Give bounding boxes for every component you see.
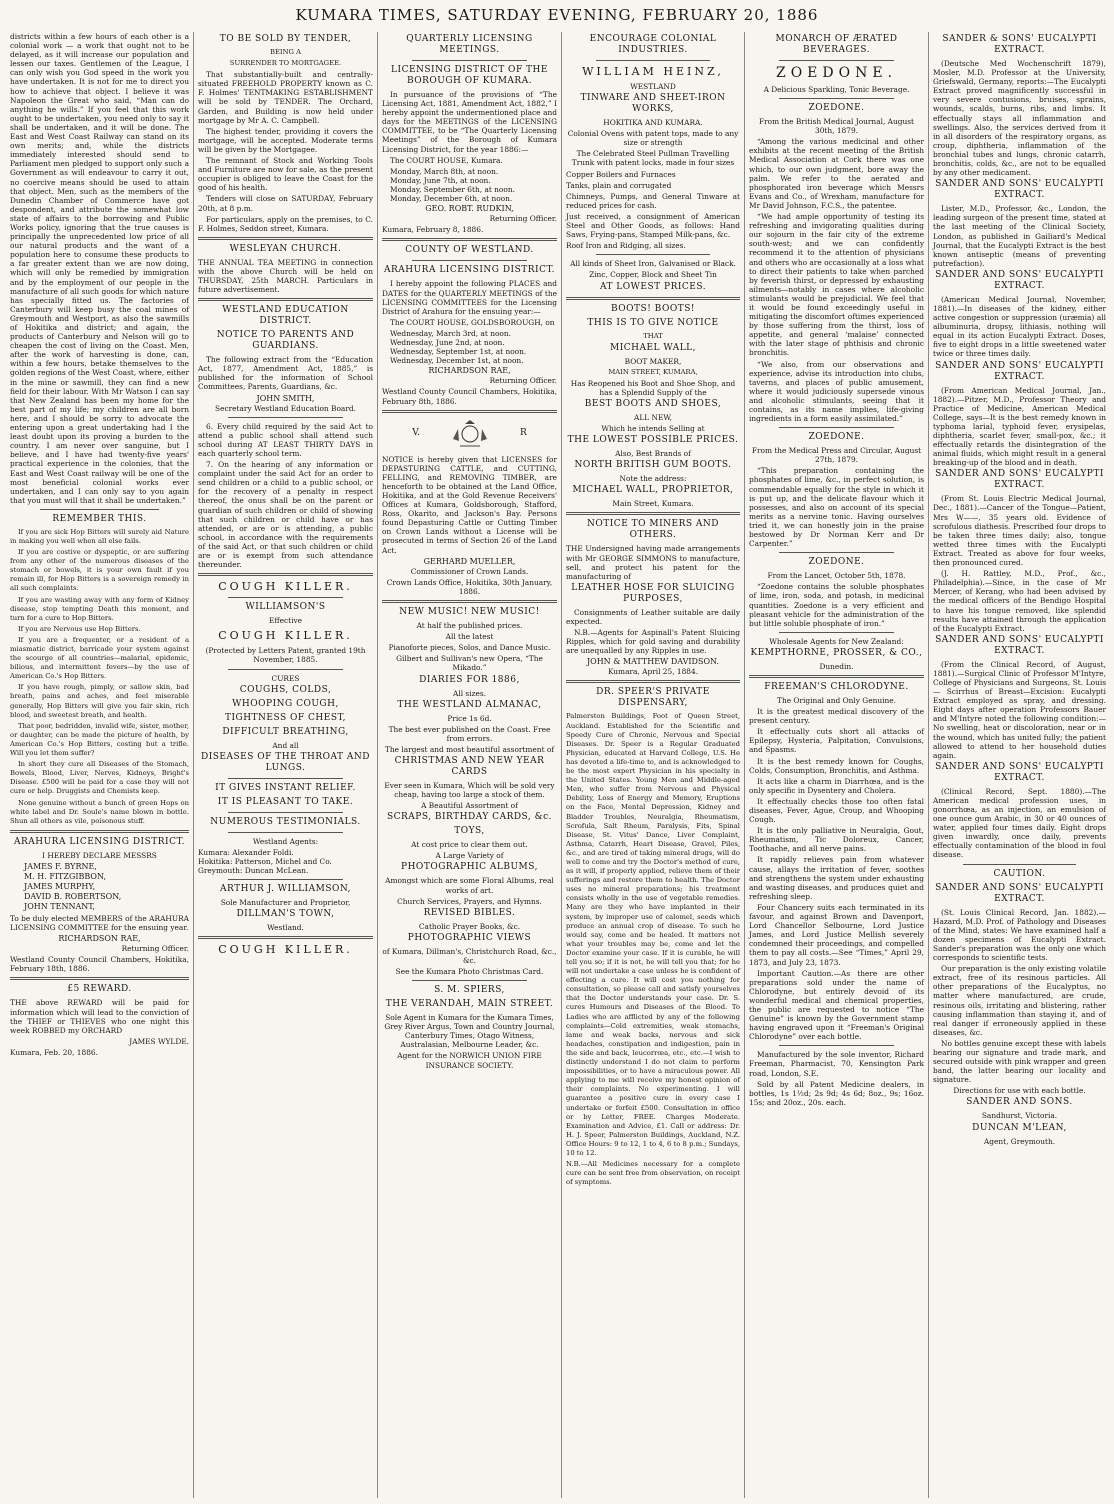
divider	[412, 60, 527, 61]
diseases-heading: DISEASES OF THE THROAT AND LUNGS.	[200, 751, 370, 773]
boots-addr: Note the address:	[619, 474, 687, 484]
zoedone-text: “This preparation containing the phosphates of lime, &c., in perfect solution, is commendable equally for the style in which it is put up, and the delicate flavour which it possesses, and also on account of its special merits as a nervine tonic. Having ourselves tried it, we can honestly join in the praise bestowed by Dr Norman Kerr and Dr Carpenter.”	[749, 466, 924, 549]
effective-label: Effective	[268, 616, 303, 626]
maker-region: Westland.	[267, 923, 304, 933]
divider	[566, 680, 740, 683]
columns	[6, 32, 1110, 1502]
quarterly-heading: QUARTERLY LICENSING MEETINGS.	[406, 34, 533, 55]
divider	[596, 254, 710, 255]
cough-killer-heading: COUGH KILLER.	[218, 943, 353, 957]
zoedone-section-heading: ZOEDONE.	[808, 432, 865, 443]
tender-para: That substantially-built and centrally-situated FREEHOLD PROPERTY known as C. F. Holmes' TENTMAKING ESTABLISHMENT will be sold by TENDER. The Orchard, Garden, and Building is now held under mortgage by Mr A. C. Campbell.	[198, 70, 373, 125]
education-role: Secretary Westland Education Board.	[215, 403, 356, 413]
heinz-item: Tanks, plain and corrugated	[566, 180, 672, 190]
boots-best: BEST BOOTS AND SHOES,	[584, 398, 722, 409]
reward-date: Kumara, Feb. 20, 1886.	[10, 1047, 98, 1057]
remember-para: None genuine without a bunch of green Hops on white label and Dr. Soule's name blown in bottle. Shun all others as vile, poisonous stuff.	[10, 798, 189, 825]
divider	[228, 597, 343, 598]
arahura2-heading: ARAHURA LICENSING DISTRICT.	[383, 265, 556, 276]
kumara-date-item: Monday, September 6th, at noon.	[390, 184, 515, 194]
divider	[198, 298, 373, 301]
mclean-name: DUNCAN M'LEAN,	[972, 1122, 1067, 1133]
education-para: 7. On the hearing of any information or complaint under the said Act for an order to send children or a child to a public school, or for the recovery of a penalty in respect thereof, the onus shall be on the parent or guardian of such children or child of showing that such children or child have or has attended, or are or is attending, a public school, in accordance with the requirements of the said Act, or that such children or child are or is exempt from such attendance thereunder.	[198, 460, 373, 570]
kumara-text: In pursuance of the provisions of “The Licensing Act, 1881, Amendment Act, 1882,” I hereby appoint the undermentioned place and days for the MEETINGS of the LICENSING COMMITTEE, to be “The Quarterly Licensing Meetings” of the Borough of Kumara Licensing District, for the year 1886:—	[382, 90, 557, 154]
sander-section-heading: SANDER AND SONS' EUCALYPTI EXTRACT.	[935, 761, 1104, 783]
cough-killer-heading: COUGH KILLER.	[218, 629, 353, 643]
divider	[749, 675, 924, 678]
freeman-heading: FREEMAN'S CHLORODYNE.	[764, 681, 909, 692]
zoedone-section-heading: ZOEDONE.	[808, 103, 865, 114]
divider	[40, 509, 159, 510]
editorial-text: districts within a few hours of each other is a colonial work — a work that ought not to be delayed, as it will increase our population and lessen our taxes. Gentlemen of the League, I can only wish you God speed in the work you have undertaken. It is not for me to direct you how to achieve that object. I believe it was Napoleon the Great who said, “Man can do anything he wills.” If you feel that this work ought to be undertaken, you need only to say it shall be undertaken, and it will be done. The East and West Coast Railway can stand on its own merits; and, while the districts immediately interested should send to Parliament men pledged to support only such a Government as will endeavour to carry it out, no coercive means should be used to attain that object. Men, such as the members of the Dunedin Chamber of Commerce have got despondent, and attribute the somewhat low state of affairs to the borrowing and Public Works policy, ignoring that the true causes is principally the unprecedented low price of all our natural products and the want of a population here to consume these products to a far greater extent than we are now doing, which will only be remedied by immigration and by the employment of our people in the manufacture of all such goods for which nature has specially fitted us. The factories of Canterbury will keep busy the coal mines of Greymouth and Westport, as also the sawmills of Hokitika and district; and again, the products of Canterbury and Nelson will go to cheapen the cost of living on the Coast. Men, after the work of harvesting is done, can, within a few hours, betake themselves to the golden regions of the West Coast, where, either in the mine or sawmill, they can find a new field for their labour. With Mr Watson I can say that New Zealand has been my home for the best part of my life; my children are all born here, and I should be sorry to advocate the entering upon a great undertaking had I the least doubt upon its proving a burden to the country. I am never over sanguine, but I believe, and I have had twenty-five years' practical experience in the colonies, that the East and West Coast railway will be one of the most beneficial colonial works ever undertaken, and I can only say to you again that you must will that it shall be undertaken.”	[10, 32, 189, 505]
tender-para: For particulars, apply on the premises, to C. F. Holmes, Seddon street, Kumara.	[198, 214, 373, 233]
divider	[228, 879, 343, 880]
sander-text: (St. Louis Clinical Record, Jan. 1882).—Hazard, M.D. Prof. of Pathology and Diseases of the Mind, states: We have examined half a dozen specimens of Eucalypti Extract. Sander's preparation was the only one which corresponds to scientific tests.	[933, 907, 1106, 963]
heinz-sub: WESTLAND	[630, 82, 676, 91]
cards-heading: CHRISTMAS AND NEW YEAR CARDS	[394, 755, 545, 777]
arahura2-role: Returning Officer.	[489, 376, 557, 386]
column-6	[928, 32, 1110, 1498]
sander-text: (Deutsche Med Wochenschrift 1879), Mosler, M.D. Professor at the University, Griefswald, Germany, reports:—The Eucalypti Extract proved magnificently successful in very severe contusions, bruises, sprains, wounds, scalds, burns, ribs, and limbs. It effectually stays all inflammation and swellings. Also, the services derived from it in all disorders of the respiratory organs, as croup, diphtheria, inflammation of the bronchial tubes and lungs, chronic catarrh, bronchitis, colds, &c., are not to be equalled by any other medicament.	[933, 59, 1106, 178]
heinz-item: Roof Iron and Ridging, all sizes.	[566, 241, 686, 251]
divider	[228, 832, 343, 833]
boots-trade: BOOT MAKER,	[624, 356, 682, 366]
arahura2-date-item: Wednesday, September 1st, at noon.	[390, 347, 527, 357]
cure-item: COUGHS, COLDS,	[239, 684, 332, 695]
sander-heading: SANDER & SONS' EUCALYPTI EXTRACT.	[942, 34, 1097, 55]
spiers-text: Sole Agent in Kumara for the Kumara Times, Grey River Argus, Town and Country Journal, Canterbury Times, Otago Witness, Australasian, Melbourne Leader, &c.	[384, 1013, 555, 1050]
arahura-role: Returning Officer.	[121, 944, 189, 954]
freeman-para: Important Caution.—As there are other preparations sold under the name of Chlorodyne, but entirely devoid of its wonderful medical and chemical properties, the public are requested to notice “The Genuine” is known by the Government stamp having engraved upon it “Freeman's Original Chlorodyne” over each bottle.	[749, 968, 924, 1042]
remember-para: That poor, bedridden, invalid wife, sister, mother, or daughter, can be made the picture of health, by American Co.'s Hop Bitters, costing but a trifle. Will you let them suffer?	[10, 721, 189, 758]
sander-text: No bottles genuine except these with labels bearing our signature and trade mark, and secured outside with pink wrapper and green band, the latter bearing our locality and signature.	[933, 1038, 1106, 1085]
member-name: JAMES MURPHY,	[24, 881, 96, 891]
mclean-role: Agent, Greymouth.	[983, 1136, 1056, 1146]
arahura-place: Westland County Council Chambers, Hokitika, February 18th, 1886.	[10, 955, 189, 974]
divider	[198, 573, 373, 576]
music-line: Pianoforte pieces, Solos, and Dance Music.	[388, 643, 551, 653]
arahura-names	[10, 862, 189, 912]
cure-item: WHOOPING COUGH,	[232, 698, 339, 709]
williamson-heading: WILLIAMSON'S	[245, 602, 326, 613]
dunedin-label: Dunedin.	[819, 661, 854, 671]
sander-section-heading: SANDER AND SONS' EUCALYPTI EXTRACT.	[935, 269, 1104, 291]
divider	[10, 830, 189, 833]
reward-text: THE above REWARD will be paid for information which will lead to the conviction of the THIEF or THIEVES who one night this week ROBBED my ORCHARD	[10, 998, 189, 1035]
boots-brands: Also, Best Brands of	[615, 449, 691, 459]
almanac-heading: THE WESTLAND ALMANAC,	[397, 699, 542, 710]
freeman-para: It rapidly relieves pain from whatever cause, allays the irritation of fever, soothes and strengthens the system under exhausting and wasting diseases, and produces quiet and refreshing sleep.	[749, 855, 924, 901]
cure-item: TIGHTNESS OF CHEST,	[224, 712, 347, 723]
column-4	[561, 32, 744, 1498]
sander-section-heading: SANDER AND SONS' EUCALYPTI EXTRACT.	[935, 179, 1104, 201]
zoedone-sub: A Delicious Sparkling, Tonic Beverage.	[763, 85, 910, 94]
notice-place: Crown Lands Office, Hokitika, 30th January, 1886.	[386, 577, 553, 596]
education-signature: JOHN SMITH,	[256, 393, 315, 403]
cure-item: DIFFICULT BREATHING,	[222, 726, 349, 737]
arahura2-place: The COURT HOUSE, GOLDSBOROUGH, on	[390, 317, 555, 327]
almanac-text: The best ever published on the Coast. Free from errors.	[388, 724, 551, 743]
boots-text3: Which he intends Selling at	[601, 424, 705, 434]
heinz-item: Copper Boilers and Furnaces	[566, 169, 676, 179]
heinz-item: All kinds of Sheet Iron, Galvanised or Black.	[570, 259, 736, 269]
maker-role: Sole Manufacturer and Proprietor,	[220, 898, 351, 908]
freeman-para: Four Chancery suits each terminated in its favour, and against Brown and Davenport, Lord Chancellor Selbourne, Lord Justice James, and Lord Justice Mellish severely condemned their proceedings, and compelled them to pay all costs.—See “Times,” April 29, 1873, and July 23, 1873.	[749, 902, 924, 967]
divider	[596, 60, 710, 61]
zoedone-heading: ZOEDONE.	[775, 65, 898, 81]
column-3	[377, 32, 561, 1498]
tender-para: Tenders will close on SATURDAY, February 20th, at 8 p.m.	[198, 194, 373, 213]
boots-prop: MICHAEL WALL, PROPRIETOR,	[572, 485, 734, 496]
column-2	[193, 32, 377, 1498]
caution-heading: CAUTION.	[993, 868, 1046, 879]
divider	[412, 980, 527, 981]
divider	[963, 864, 1076, 865]
education-heading: WESTLAND EDUCATION DISTRICT.	[222, 305, 349, 327]
boots-prices: THE LOWEST POSSIBLE PRICES.	[567, 435, 739, 446]
arahura2-signature: RICHARDSON RAE,	[428, 366, 511, 376]
boots-name: MICHAEL WALL,	[609, 342, 697, 353]
albums-text: A Large Variety of	[435, 851, 504, 861]
views-heading: PHOTOGRAPHIC VIEWS	[407, 932, 532, 943]
divider	[10, 977, 189, 980]
divider	[382, 238, 557, 241]
sander-section-heading: SANDER AND SONS' EUCALYPTI EXTRACT.	[935, 634, 1104, 656]
kumara-role: Returning Officer.	[489, 214, 557, 224]
royal-crest	[382, 417, 557, 451]
agents-heading: Westland Agents:	[252, 836, 319, 846]
arahura-signature: RICHARDSON RAE,	[58, 934, 141, 944]
sander-text: Lister, M.D., Professor, &c., London, the leading surgeon of the present time, stated at the last meeting of the Clinical Society, London, as published in Gailiard's Medical Journal, that the Eucalypti Extract is the best known antiseptic (means of preventing putrefaction).	[933, 204, 1106, 268]
cards-text2: Ever seen in Kumara, Which will be sold very cheap, having too large a stock of them.	[384, 780, 555, 800]
boots-text: Has Reopened his Boot and Shoe Shop, and has a Splendid Supply of the	[570, 378, 736, 397]
reward-signature: JAMES WYLDE.	[129, 1036, 189, 1046]
church-text: Church Services, Prayers, and Hymns.	[397, 896, 542, 906]
tender-para: The remnant of Stock and Working Tools and Furniture are now for sale, as the present occupier is obliged to leave the Coast for the good of his health.	[198, 156, 373, 193]
music-sub: At half the published prices.	[416, 621, 523, 631]
divider	[566, 512, 740, 515]
all-sizes-label: All sizes.	[453, 688, 486, 698]
freeman-para: It is the best remedy known for Coughs, Colds, Consumption, Bronchitis, and Asthma.	[749, 756, 924, 775]
remember-para: In short they cure all Diseases of the Stomach, Bowels, Blood, Liver, Nerves, Kidneys, Bright's Disease. £500 will be paid for a case they will not cure or help. Druggists and Chemists keep.	[10, 760, 189, 796]
maker-name: ARTHUR J. WILLIAMSON,	[219, 884, 352, 895]
sander-text: (From American Medical Journal, Jan., 1882).—Pitzer, M.D., Professor Theory and Practice of Medicine, American Medical College, says—It is the best remedy known in typhoma larial, typhoid fever, erysipelas, diphtheria, scarlet fever, small-pox, &c.; it effectually retards the disintegration of the animal fluids, which might result in a general breaking-up of the blood and in death.	[933, 385, 1106, 468]
arahura2-place2: Westland County Council Chambers, Hokitika, February 8th, 1886.	[382, 387, 557, 406]
boots-all-new: ALL NEW,	[633, 412, 673, 422]
zoedone-source: From the Medical Press and Circular, August 27th, 1879.	[751, 446, 922, 465]
arahura-text: To be duly elected MEMBERS of the ARAHURA LICENSING COMMITTEE for the ensuing year.	[10, 913, 189, 932]
member-name: M. H. FITZGIBBON,	[24, 871, 106, 881]
arahura2-date-item: Wednesday, June 2nd, at noon.	[390, 337, 505, 347]
zoedone-text: “Zoedone contains the soluble phosphates of lime, iron, soda, and potash, in medicinal quantities. Zoedone is a very efficient and pleasant vehicle for the administration of the but little soluble phosphate of iron.”	[749, 582, 924, 628]
views-text2: See the Kumara Photo Christmas Card.	[395, 967, 544, 976]
remember-para: If you have rough, pimply, or sallow skin, bad breath, pains and aches, and feel miserable generally, Hop Bitters will give you fair skin, rich blood, and sweetest breath, and health.	[10, 683, 189, 719]
speer-heading: DR. SPEER'S PRIVATE DISPENSARY,	[596, 687, 710, 709]
divider	[779, 427, 894, 428]
crest-letter-left: V.	[412, 428, 420, 439]
reward-heading: £5 REWARD.	[67, 984, 132, 995]
education-notice: NOTICE TO PARENTS AND GUARDIANS.	[216, 330, 355, 352]
divider	[779, 552, 894, 553]
heinz-item: Chimneys, Pumps, and General Tinware at reduced prices for cash.	[566, 191, 740, 210]
notice-signature: GERHARD MUELLER,	[423, 556, 516, 566]
freeman-para: It effectually cuts short all attacks of Epilepsy, Hysteria, Palpitation, Convulsions, and Spasms.	[749, 727, 924, 755]
sander-text: (From St. Louis Electric Medical Journal, Dec., 1881).—Cancer of the Tongue—Patient, Mrs W——, 35 years old. Evidence of scrofulous diathesis. Prescribed four drops to be taken three times daily; also, tongue wetted three times with the Eucalypti Extract. Treated as above for four weeks, then pronounced cured.	[933, 494, 1106, 568]
divider	[198, 936, 373, 939]
patent-text: (Protected by Letters Patent, granted 19th November, 1885.	[205, 646, 366, 665]
testimonials-heading: NUMEROUS TESTIMONIALS.	[210, 816, 361, 827]
miners-date: Kumara, April 25, 1884.	[607, 667, 699, 677]
wesleyan-text: THE ANNUAL TEA MEETING in connection with the above Church will be held on THURSDAY, 25th MARCH. Particulars in future advertisement.	[198, 257, 373, 295]
divider	[198, 237, 373, 240]
maker-place: DILLMAN'S TOWN,	[236, 909, 335, 920]
music-heading: NEW MUSIC! NEW MUSIC!	[399, 607, 540, 618]
boots-gum: NORTH BRITISH GUM BOOTS.	[574, 460, 732, 471]
kumara-date-item: Monday, March 8th, at noon.	[390, 166, 499, 176]
boots-notice: THIS IS TO GIVE NOTICE	[587, 317, 719, 328]
freeman-para: It is the greatest medical discovery of the present century.	[749, 707, 924, 726]
heinz-item: Zinc, Copper, Block and Sheet Tin	[589, 270, 717, 280]
remember-para: If you are sick Hop Bitters will surely aid Nature in making you well when all else fails.	[10, 527, 189, 545]
kumara-licensing-heading: LICENSING DISTRICT OF THE BOROUGH OF KUMARA.	[391, 65, 548, 86]
cards-text: The largest and most beautiful assortment of	[384, 744, 555, 754]
crest-icon	[450, 419, 490, 449]
relief-heading: IT GIVES INSTANT RELIEF.	[215, 782, 356, 793]
member-name: DAVID B. ROBERTSON,	[24, 891, 122, 901]
zoedone-text: “We had ample opportunity of testing its refreshing and invigorating qualities during our sojourn in the fair city of the extreme south-west; and we can confidently recommend it to the attention of physicians and others who are occasionally at a loss what to direct their patients to take when parched by feverish thirst, or depressed by exhausting ailments—notably in cases where alcoholic stimulants would be prejudicial. We feel that it would be found exceedingly useful in mitigating the discomfort oftimes experienced by those suffering from the thirst, loss of appetite, and general ‘malaise’ connected with the later stage of phthisis and chronic bronchitis.	[749, 212, 924, 358]
crest-letter-right: R	[520, 428, 527, 439]
member-name: JAMES F. BYRNE,	[24, 861, 97, 871]
sander-section-heading: SANDER AND SONS' EUCALYPTI EXTRACT.	[935, 469, 1104, 491]
column-1	[6, 32, 193, 1498]
albums-text2: Amongst which are some Floral Albums, real works of art.	[385, 876, 554, 895]
views-text: of Kumara, Dillman's, Christchurch Road, &c., &c.	[382, 946, 557, 965]
remember-para: If you are a frequenter, or a resident of a miasmatic district, barricade your system against the scourge of all countries—malarial, epidemic, bilious, and intermittent fevers—by the use of American Co.'s Hop Bitters.	[10, 635, 189, 681]
zoedone-source: From the British Medical Journal, August 30th, 1879.	[758, 117, 915, 136]
heinz-place: HOKITIKA AND KUMARA.	[603, 118, 703, 128]
diaries-heading: DIARIES FOR 1886,	[419, 674, 520, 685]
arahura-heading: ARAHURA LICENSING DISTRICT.	[13, 836, 186, 847]
cough-killer-heading: COUGH KILLER.	[218, 580, 353, 594]
sander-text: Our preparation is the only existing volatile extract, free of its resinous particles. All other preparations of the Eucalyptus, no matter where manufactured, are crude, resinous oils, irritating and blistering, rather causing inflammation than staying it, and of real danger if erroneously applied in these diseases, &c.	[933, 964, 1106, 1037]
heinz-item: Just received, a consignment of American Steel and Other Goods, as follows: Hand Saws, Frying-pans, Stamped Milk-pans, &c.	[566, 211, 740, 240]
tender-heading: TO BE SOLD BY TENDER,	[219, 34, 352, 44]
wholesale-label: Wholesale Agents for New Zealand:	[769, 636, 904, 646]
remember-para: If you are Nervous use Hop Bitters.	[18, 624, 141, 633]
divider	[779, 98, 894, 99]
wesleyan-heading: WESLEYAN CHURCH.	[229, 243, 342, 254]
monarch-heading: MONARCH OF ÆRATED BEVERAGES.	[775, 34, 898, 55]
boots-street: Main Street, Kumara.	[612, 499, 694, 509]
toys-heading: TOYS,	[454, 826, 485, 837]
miners-signature: JOHN & MATTHEW DAVIDSON.	[586, 657, 720, 667]
miners-text2: Consignments of Leather suitable are daily expected.	[566, 607, 740, 626]
albums-heading: PHOTOGRAPHIC ALBUMS,	[401, 862, 538, 873]
prayer-text: Catholic Prayer Books, &c.	[418, 921, 521, 931]
kumara-date-item: Monday, June 7th, at noon.	[390, 175, 491, 185]
member-name: JOHN TENNANT,	[24, 901, 95, 911]
boots-that: THAT	[643, 331, 663, 340]
kumara-date-item: Monday, December 6th, at noon.	[390, 194, 513, 204]
freeman-para: It is the only palliative in Neuralgia, Gout, Rheumatism, Tic Doloreux, Cancer, Toothache, and all nerve pains.	[749, 826, 924, 854]
tender-para: The highest tender, providing it covers the mortgage, will be accepted. Moderate terms will be given by the Mortgagee.	[198, 126, 373, 154]
divider	[228, 778, 343, 779]
divider	[382, 410, 557, 413]
toys-text: At cost price to clear them out.	[411, 840, 528, 850]
divider	[228, 669, 343, 670]
agent-item: Kumara: Alexander Foldi.	[198, 847, 294, 857]
divider	[228, 812, 343, 813]
boots-heading: BOOTS! BOOTS!	[610, 303, 695, 314]
tender-sub: SURRENDER TO MORTGAGEE.	[229, 59, 342, 68]
miners-text: THE Undersigned having made arrangements with Mr GEORGE SIMMONS to manufacture, sell, and protect his patent for the manufacturing of	[566, 544, 740, 581]
arahura2-date-item: Wednesday, March 3rd, at noon.	[390, 328, 511, 338]
zoedone-source: From the Lancet, October 5th, 1878.	[767, 571, 906, 581]
spiers-name: S. M. SPIERS,	[434, 985, 505, 996]
remember-para: If you are costive or dyspeptic, or are suffering from any other of the numerous diseases of the stomach or bowels, it is your own fault if you remain ill, for Hop Bitters is a sovereign remedy in all such complaints.	[10, 548, 189, 593]
remember-heading: REMEMBER THIS.	[52, 513, 147, 524]
sander-text: (From the Clinical Record, of August, 1881).—Surgical Clinic of Professor M'Intyre, College of Physicians and Surgeons, St. Louis — Scirrhus of Breast—Excision: Eucalypti Extract employed as spray, and dressing. Eight days after operation Professors Bauer and M'Intyre noted the following condition:—No swelling, heat or discoloration, near or in the wound, which has united fully; the patient allowed to attend to her household duties again.	[933, 659, 1106, 760]
almanac-price: Price 1s 6d.	[447, 713, 492, 723]
boots-place: MAIN STREET, KUMARA,	[608, 367, 698, 376]
education-para: 6. Every child required by the said Act to attend a public school shall attend such school during AT LEAST THIRTY DAYS in each quarterly school term.	[198, 421, 373, 458]
and-all-label: And all	[272, 740, 299, 750]
divider	[779, 632, 894, 633]
freeman-maker: Manufactured by the sole inventor, Richard Freeman, Pharmacist, 70, Kensington Park road, London, S.E.	[749, 1050, 924, 1078]
encourage-heading: ENCOURAGE COLONIAL INDUSTRIES.	[589, 34, 717, 55]
freeman-sub: The Original and Only Genuine.	[777, 695, 896, 705]
masthead: KUMARA TIMES, SATURDAY EVENING, FEBRUARY 20, 1886	[295, 6, 819, 24]
scraps-heading: SCRAPS, BIRTHDAY CARDS, &c.	[386, 812, 553, 823]
cures-label: CURES	[271, 673, 300, 683]
agent-item: Greymouth: Duncan McLean.	[198, 865, 309, 875]
freeman-para: It effectually checks those too often fatal diseases, Fever, Ague, Croup, and Whooping Cough.	[749, 796, 924, 825]
heinz-trade: TINWARE AND SHEET-IRON WORKS,	[580, 93, 726, 115]
freeman-para: It acts like a charm in Diarrhœa, and is the only specific in Dysentery and Cholera.	[749, 776, 924, 795]
divider	[779, 60, 894, 61]
speer-nb: N.B.—All Medicines necessary for a complete cure can be sent free from observation, on receipt of symptoms.	[566, 1160, 740, 1187]
kempthorne-name: KEMPTHORNE, PROSSER, & CO.,	[750, 647, 923, 658]
music-line: All the latest	[445, 632, 494, 642]
divider	[779, 1045, 894, 1046]
zoedone-text: “We also, from our observations and experience, advise its introduction into clubs, taverns, and places of public amusement, where it would judiciously supersede vinous and alcoholic stimulants, seeing that it contains, as its name implies, life-giving ingredients in a form easily assimilated.”	[749, 359, 924, 424]
notice-role: Commissioner of Crown Lands.	[410, 566, 529, 576]
divider	[228, 417, 343, 418]
miners-text3: N.B.—Agents for Aspinall's Patent Sluicing Ripples, which for gold saving and durability are unequalled by any Ripples in use.	[566, 628, 740, 656]
tender-sub: BEING A	[269, 48, 302, 56]
divider	[566, 297, 740, 300]
kumara-place: The COURT HOUSE, Kumara.	[390, 155, 503, 165]
spiers-place: THE VERANDAH, MAIN STREET.	[385, 999, 554, 1010]
arahura2-date-item: Wednesday, December 1st, at noon.	[390, 356, 524, 366]
pleasant-heading: IT IS PLEASANT TO TAKE.	[217, 796, 354, 807]
sander-place: Sandhurst, Victoria.	[981, 1111, 1058, 1121]
sander-text: (J. H. Rattley, M.D., Prof., &c., Philadelphia).—Since, in the case of Mr Mercer, of Kerang, who had been advised by the medical officers of the Bendigo Hospital to have his tongue removed, like splendid results have attained through the application of the Eucalypti Extract.	[933, 569, 1106, 633]
column-5	[744, 32, 928, 1498]
notice-text: NOTICE is hereby given that LICENSES for DEPASTURING CATTLE, and CUTTING, FELLING, and REMOVING TIMBER, are henceforth to be obtained at the Land Office, Hokitika, and at the Gold Revenue Receivers' Offices at Kumara, Goldsborough, Stafford, Ross, Okarito, and Jackson's Bay. Persons found Depasturing Cattle or Cutting Timber on Crown Lands without a License will be prosecuted in terms of Section 26 of the Land Act.	[382, 454, 557, 555]
sander-signature: SANDER AND SONS.	[966, 1097, 1073, 1108]
heinz-item: The Celebrated Steel Pullman Travelling Trunk with patent locks, made in four sizes	[571, 149, 735, 168]
sander-section-heading: SANDER AND SONS' EUCALYPTI EXTRACT.	[935, 882, 1104, 904]
kumara-signature: GEO. ROBT. RUDKIN,	[425, 204, 514, 214]
miners-hose: LEATHER HOSE FOR SLUICING PURPOSES,	[571, 582, 735, 604]
norwich-text: Agent for the NORWICH UNION FIRE INSURANCE SOCIETY.	[397, 1051, 542, 1070]
heinz-prices: AT LOWEST PRICES.	[599, 281, 707, 292]
zoedone-section-heading: ZOEDONE.	[808, 557, 865, 568]
arahura-declare: I HEREBY DECLARE MESSRS	[42, 850, 157, 860]
sander-section-heading: SANDER AND SONS' EUCALYPTI EXTRACT.	[935, 360, 1104, 382]
heinz-item: Colonial Ovens with patent tops, made to any size or strength	[567, 129, 739, 148]
bibles-heading: REVISED BIBLES.	[423, 907, 516, 918]
arahura2-text: I hereby appoint the following PLACES and DATES for the QUARTERLY MEETINGS of the LICENSING COMMITTEES for the Licensing District of Arahura for the ensuing year:—	[382, 279, 557, 316]
speer-text: Palmerston Buildings, Foot of Queen Street, Auckland. Established for the Scientific and Speedy Cure of Chronic, Nervous and Special Diseases. Dr. Speer is a Regular Graduated Physician, educated at Harvard College, U.S. He has devoted a life-time to, and is acknowledged to be the most expert Physician in his specialty in the United States. Young Men and Middle-aged Men, who suffer from Nervous and Physical Debility, Loss of Energy and Memory, Eruptions on the Face, Mental Depression, Kidney and Bladder Troubles, Neuralgia, Rheumatism, Scrofula, Salt Rheum, Paralysis, Fits, Spinal Disease, St. Vitus' Dance, Liver Complaint, Asthma, Catarrh, Heart Disease, Gravel, Piles, &c., and are tired of taking mineral drugs, will do well to come and try the Doctor's method of cure, as it will, if properly applied, relieve them of their sufferings and restore them to health. The Doctor uses no mineral preparations; his treatment consists wholly in the use of vegetable remedies. Many are they who have implanted in their system, by improper use of calomel, seeds which produce an annual crop of disease. To such he would say, come and be healed. It matters not what your troubles may be, come and let the Doctor examine your case. If it is curable, he will tell you so; if it is not, he will tell you that; for he will not undertake a case unless he is confident of effecting a cure. It will cost you nothing for consultation, so please call and satisfy yourselves that the Doctor understands your case. Dr. S. cures Humours and Diseases of the Blood. To Ladies who are afflicted by any of the following complaints—Cold extremities, weak stomachs, lame and weak backs, nervous and sick headaches, constipation and indigestion, pain in the side and back, leucorrœa, etc., etc.—I wish to distinctly understand I do not claim to perform impossibilities, or to have a miraculous power. All applying to me will receive my honest opinion of their complaints. No experimenting. I will guarantee a positive cure in every case I undertake or forfeit £500. Consultation in office or by Letter, FREE. Charges Moderate. Examination and Advice, £1. Call or address: Dr. H. J. Speer, Palmerston Buildings, Auckland, N.Z. Office Hours: 9 to 12, 1 to 4, 6 to 8 p.m.; Sundays, 10 to 12.	[566, 712, 740, 1157]
remember-para: If you are wasting away with any form of Kidney disease, stop tempting Death this moment, and turn for a cure to Hop Bitters.	[10, 595, 189, 622]
zoedone-text: “Among the various medicinal and other exhibits at the recent meeting of the British Medical Association at Cork there was one which, to our own judgment, bore away the palm. We refer to the aerated and phosphorated iron beverage which Messrs Evans and Co., of Wrexham, manufacture for Mr David Johnson, F.C.S., the patentee.	[749, 137, 924, 210]
music-line: Gilbert and Sullivan's new Opera, “The Mikado.”	[396, 654, 543, 673]
divider	[412, 260, 527, 261]
kumara-date: Kumara, February 8, 1886.	[382, 225, 484, 235]
county-heading: COUNTY OF WESTLAND.	[405, 245, 534, 256]
directions-text: Directions for use with each bottle.	[953, 1086, 1086, 1096]
education-text: The following extract from the “Education Act, 1877, Amendment Act, 1885,” is published for the information of School Committees, Parents, Guardians, &c.	[198, 355, 373, 392]
divider	[382, 600, 557, 603]
sander-text: (Clinical Record, Sept. 1880).—The American medical profession uses, in gonorrhœa, as an injection, an emulsion of one ounce gum Arabic, in 30 or 40 ounces of water, applied four times daily. Eight drops given inwardly, once daily, prevents effectually contamination of the blood in foul disease.	[933, 786, 1106, 860]
miners-heading: NOTICE TO MINERS AND OTHERS.	[587, 519, 719, 541]
agent-item: Hokitika: Patterson, Michel and Co.	[198, 856, 332, 866]
scraps-text: A Beautiful Assortment of	[421, 801, 518, 811]
sander-text: (American Medical Journal, November, 1881).—In diseases of the kidney, either active congestion or suppression (uræmia) all albuminuria, dropsy, lithiasis, nothing will equal in its action Eucalypti Extract. Doses, five to eight drops in a little sweetened water twice or three times daily.	[933, 294, 1106, 359]
freeman-sold: Sold by all Patent Medicine dealers, in bottles, 1s 1½d; 2s 9d; 4s 6d; 8oz., 9s; 16oz. 15s; and 20oz., 20s. each.	[749, 1079, 924, 1107]
heinz-heading: WILLIAM HEINZ,	[582, 65, 724, 78]
